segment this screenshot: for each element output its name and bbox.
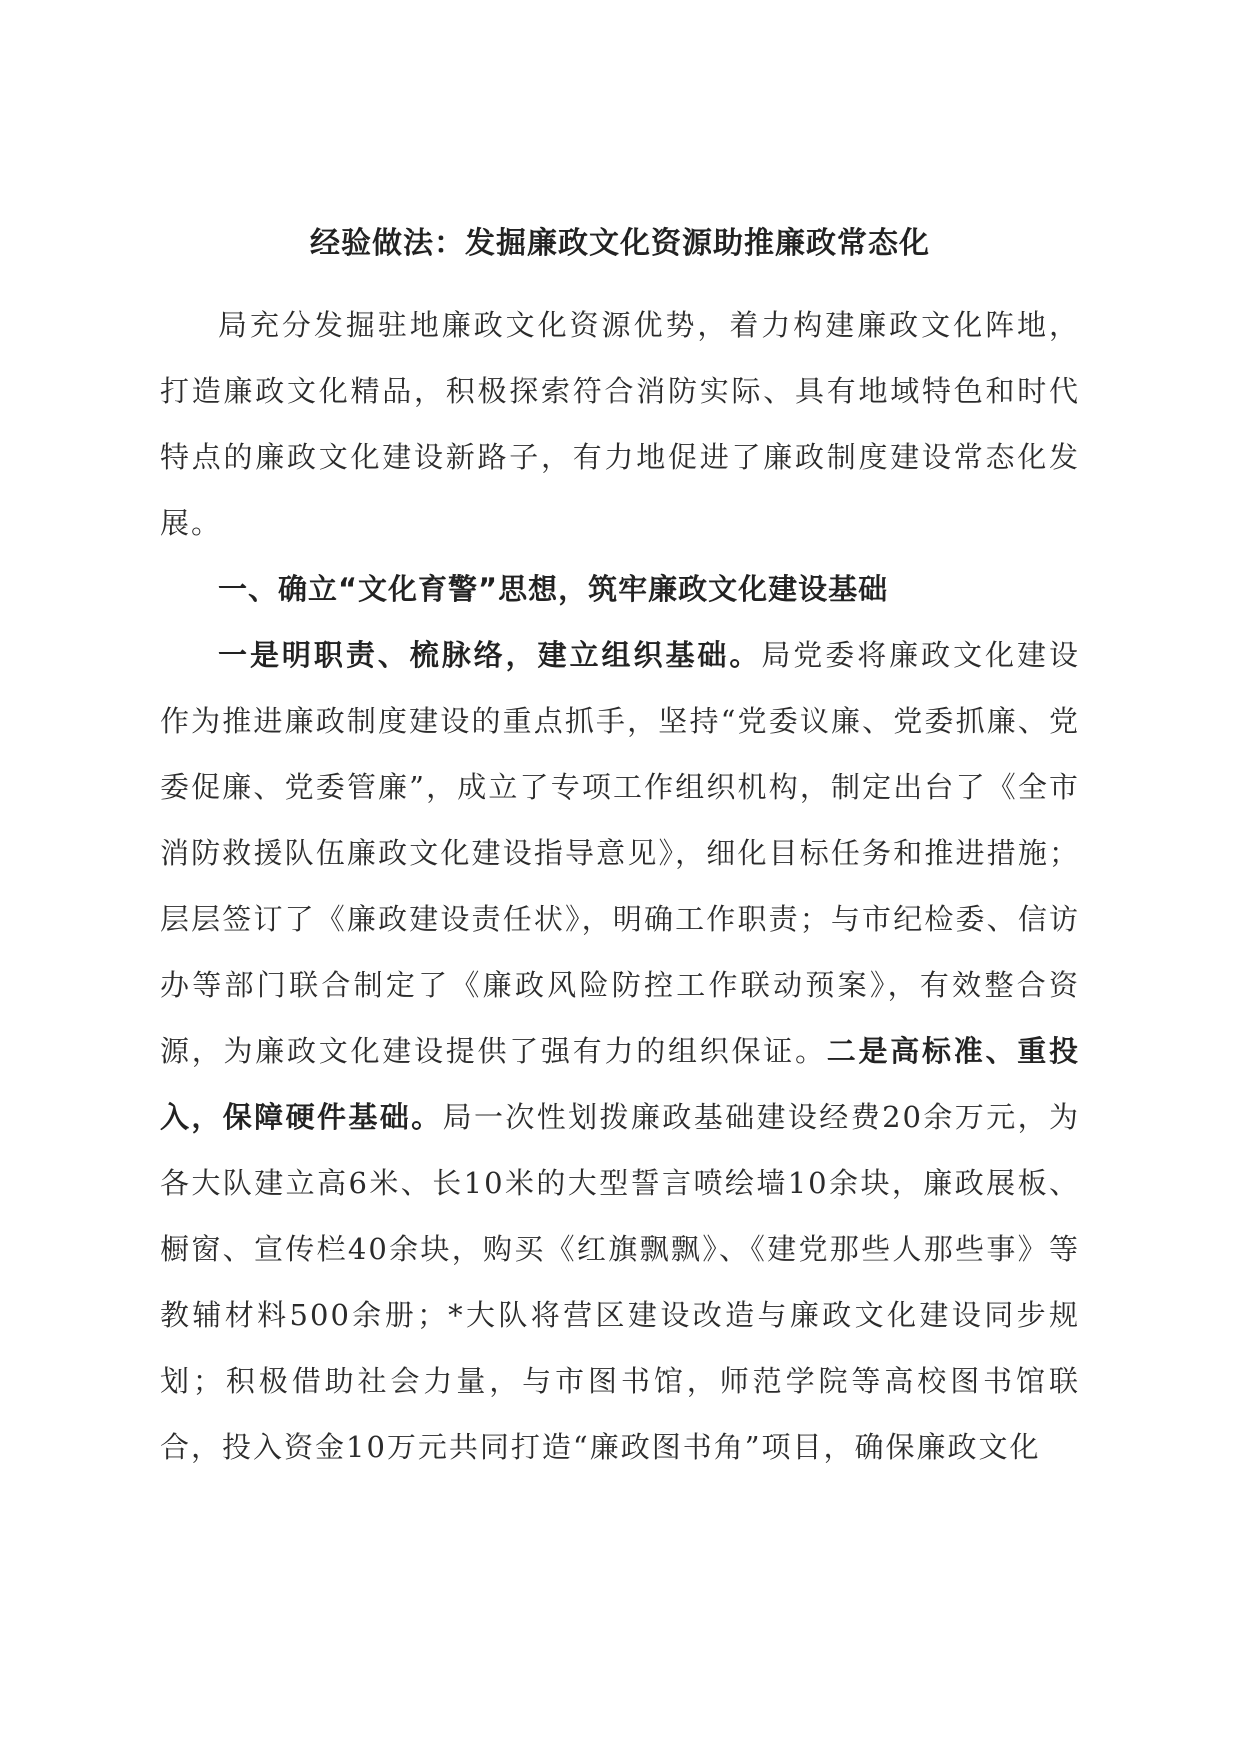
body-text-2: 局一次性划拨廉政基础建设经费20余万元，为各大队建立高6米、长10米的大型誓言喷绘墙10余块，廉政展板、橱窗、宣传栏40余块，购买《红旗飘飘》、《建党那些人那些事》等教辅材料500余册；*大队将营区建设改造与廉政文化建设同步规划；积极借助社会力量，与市图书馆，师范学院等高校图书馆联合，投入资金10万元共同打造“廉政图书角”项目，确保廉政文化 (160, 1100, 1080, 1464)
document-page (160, 222, 1080, 1480)
section-paragraph (160, 622, 1080, 1480)
intro-paragraph: 局充分发掘驻地廉政文化资源优势，着力构建廉政文化阵地，打造廉政文化精品，积极探索符合消防实际、具有地域特色和时代特点的廉政文化建设新路子，有力地促进了廉政制度建设常态化发展。 (160, 308, 1080, 540)
lead-phrase-2: 二是高标准、重投入，保障硬件基础。 (160, 1034, 1080, 1134)
lead-phrase-1: 一是明职责、梳脉络，建立组织基础。 (218, 638, 762, 672)
body-text-1: 局党委将廉政文化建设作为推进廉政制度建设的重点抓手，坚持“党委议廉、党委抓廉、党委促廉、党委管廉”，成立了专项工作组织机构，制定出台了《全市消防救援队伍廉政文化建设指导意见》，细化目标任务和推进措施；层层签订了《廉政建设责任状》，明确工作职责；与市纪检委、信访办等部门联合制定了《廉政风险防控工作联动预案》，有效整合资源，为廉政文化建设提供了强有力的组织保证。 (160, 638, 1080, 1068)
document-title: 经验做法：发掘廉政文化资源助推廉政常态化 (310, 226, 930, 261)
section-heading: 一、确立“文化育警”思想，筑牢廉政文化建设基础 (218, 572, 889, 606)
